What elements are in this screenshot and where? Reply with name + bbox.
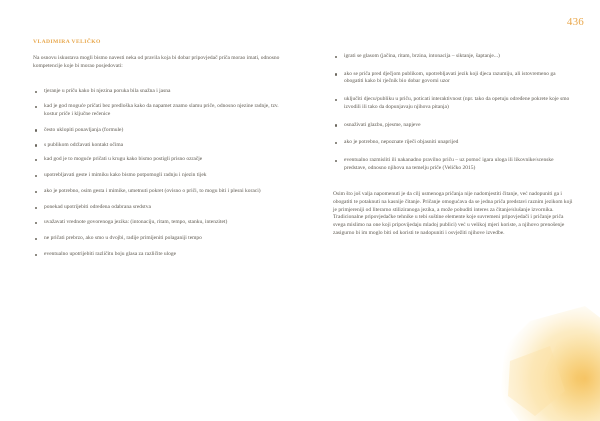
intro-paragraph: Na osnovu iskustava mogli bismo navesti neka od pravila koja bi dobar pripovjedač priča morao imati, odnosno kompetencije koje bi morao posjedovati: xyxy=(33,55,280,69)
bullet-dot xyxy=(35,175,37,177)
bullet-dot xyxy=(35,222,37,224)
bullet-dot xyxy=(35,106,37,108)
list-item: osnaživati glazbu, pjesme, napjeve xyxy=(333,122,573,130)
bullet-dot xyxy=(35,191,37,193)
list-item: ako je potrebno, nepoznate riječi objasniti unaprijed xyxy=(333,139,573,147)
list-item: ponekad upotrijebiti određena odabrana sredstva xyxy=(33,204,281,212)
bullet-dot xyxy=(35,129,37,131)
list-item: upotrebljavati geste i mimiku kako bismo potpomogli radnju i njezin tijek xyxy=(33,172,281,180)
bullet-dot xyxy=(335,73,337,75)
bullet-dot xyxy=(335,99,337,101)
list-item: eventualno razmisliti ili nakanadno pravilno priču – uz pomoć igara uloga ili likovnike/scenske predstave, odnosno njihova na temelju priče (Veličko 2015) xyxy=(333,157,573,172)
bullet-dot xyxy=(335,142,337,144)
list-item: ako se priča pred dječjom publikom, upotrebljavati jezik koji djeca razumiju, ali istovremeno ga obogatiti kako bi rječnik bio dobar govorni uzor xyxy=(333,71,573,86)
watercolor-decoration xyxy=(490,301,600,421)
author-name: VLADIMIRA VELIČKO xyxy=(33,39,101,45)
list-item: često uklopiti ponavljanja (formule) xyxy=(33,127,281,135)
left-bullet-list xyxy=(33,88,281,258)
bullet-dot xyxy=(335,124,337,126)
bullet-dot xyxy=(335,160,337,162)
bullet-dot xyxy=(35,159,37,161)
closing-paragraph: Osim što još valja napomenuti je da cilj usmenoga pričanja nije nadomjestiti čitanje, već nadopuniti ga i obogatiti te potaknuti na kasnije čitanje. Pričanje omogućava da se jedna priča predstavi raznim jezikom koji je primjereniji od literarno stiliziranoga jezika, a može pobuditi interes za čitanje/slušanje izvornika. Tradicionalne pripovjedačke tehnike u tebi suštine elemente koje suvremeni pripovjedači i pričanje priča svega mislimo na one koji pripovijedaju mladoj publici) već u velikoj mjeri koriste, a njihovo prenošenje zasigurno bi im moglo biti od koristi te nadopuniti i osvježiti njihove izvedbe. xyxy=(333,191,573,236)
bullet-dot xyxy=(35,238,37,240)
bullet-dot xyxy=(35,207,37,209)
bullet-dot xyxy=(335,56,337,58)
left-column xyxy=(33,55,281,267)
list-item: kad god je to moguće pričati u krugu kako bismo postigli prisno ozračje xyxy=(33,156,281,164)
list-item: eventualno upotrijebiti različitu boju glasa za različite uloge xyxy=(33,251,281,259)
right-bullet-list xyxy=(333,53,573,172)
bullet-dot xyxy=(35,144,37,146)
list-item: ako je potrebno, osim gesta i mimike, umetnuti pokret (ovisno o priči, to mogu biti i plesni koraci) xyxy=(33,188,281,196)
right-column xyxy=(333,53,573,238)
list-item: uključiti djecu/publiku u priču, poticati interaktivnost (npr. tako da opetuju određene pokrete koje smo izvodili ili tako da dopunjavaju njihova pitanja) xyxy=(333,96,573,111)
page-number: 436 xyxy=(566,16,584,28)
list-item: kad je god moguće pričati bez predloška kako da napamet znamo slamu priče, odnosno njezine radnje, tzv. kostur priče i ključne rečenice xyxy=(33,103,281,118)
list-item: uvažavati vrednote govorenoga jezika: (intonaciju, ritam, tempo, stanku, intenzitet) xyxy=(33,219,281,227)
bullet-dot xyxy=(35,254,37,256)
list-item: s publikom održavati kontakt očima xyxy=(33,142,281,150)
bullet-dot xyxy=(35,91,37,93)
list-item: tjeranje u priču kako bi njezina poruka bila snažna i jasna xyxy=(33,88,281,96)
list-item: ne pričati prebrzo, ako smo u dvojbi, radije primijeniti polaganiji tempo xyxy=(33,235,281,243)
list-item: igrati se glasom (jačina, ritam, brzina, intonacija – siktanje, šaptanje...) xyxy=(333,53,573,61)
